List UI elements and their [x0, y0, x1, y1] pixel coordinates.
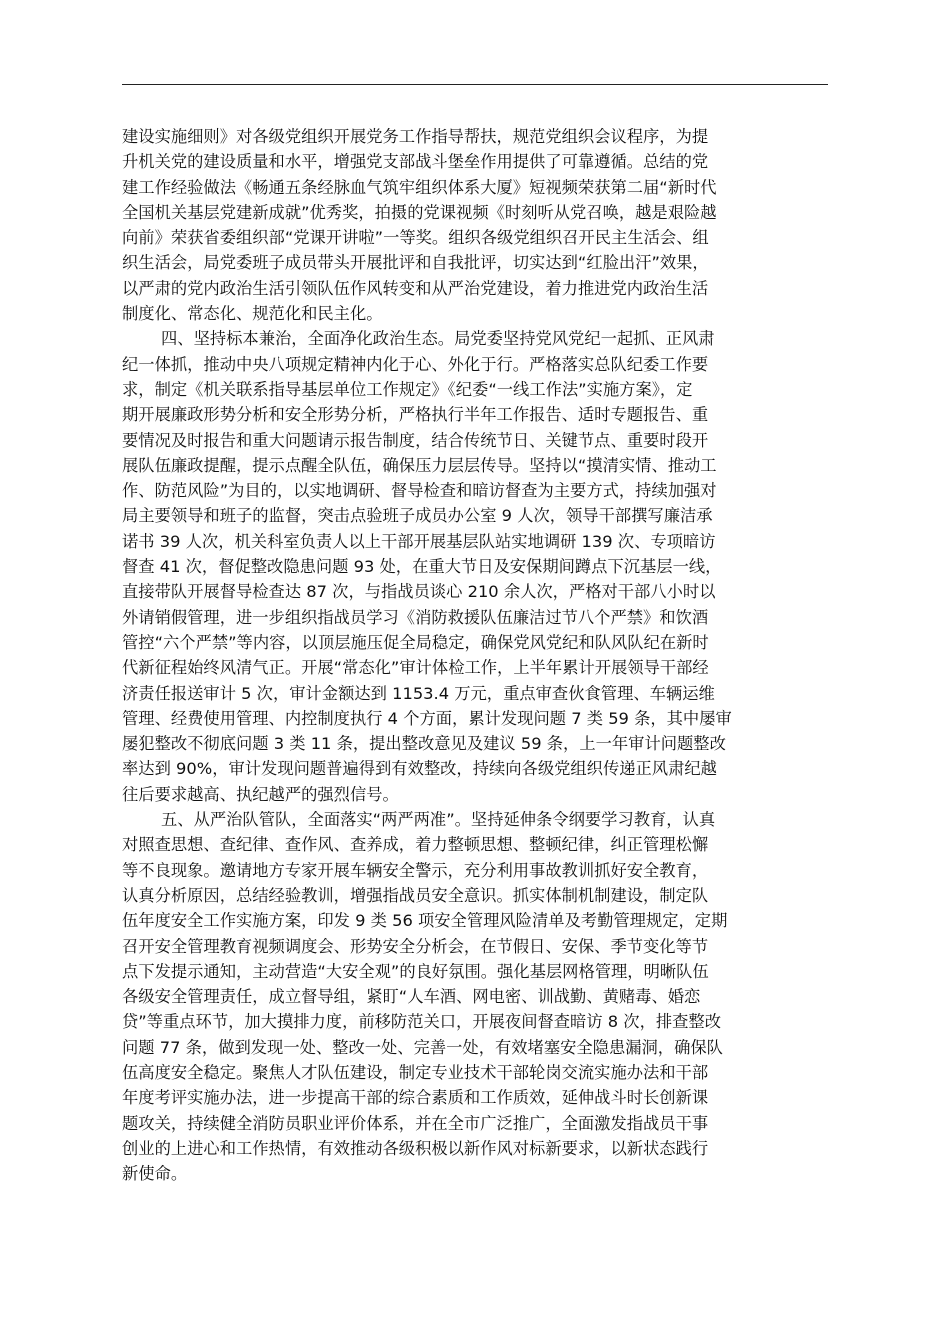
text-line: 认真分析原因，总结经验教训，增强指战员安全意识。抓实体制机制建设，制定队 [122, 885, 709, 905]
text-line: 求，制定《机关联系指导基层单位工作规定》《纪委“一线工作法”实施方案》，定 [122, 379, 693, 399]
text-line: 对照查思想、查纪律、查作风、查养成，着力整顿思想、整顿纪律，纠正管理松懈 [122, 835, 709, 855]
text-line: 贷”等重点环节，加大摸排力度，前移防范关口，开展夜间督查暗访 8 次，排查整改 [122, 1012, 721, 1032]
header-rule [122, 84, 828, 85]
text-line: 全国机关基层党建新成就”优秀奖，拍摄的党课视频《时刻听从党召唤，越是艰险越 [122, 202, 717, 222]
text-line: 往后要求越高、执纪越严的强烈信号。 [122, 784, 399, 804]
text-line: 问题 77 条，做到发现一处、整改一处、完善一处，有效堵塞安全隐患漏洞，确保队 [122, 1037, 723, 1057]
text-line: 新使命。 [122, 1164, 188, 1184]
text-line: 代新征程始终风清气正。开展“常态化”审计体检工作，上半年累计开展领导干部经 [122, 658, 709, 678]
text-line: 建工作经验做法《畅通五条经脉血气筑牢组织体系大厦》短视频荣获第二届“新时代 [122, 177, 717, 197]
document-body [122, 124, 832, 1186]
text-line: 升机关党的建设质量和水平，增强党支部战斗堡垒作用提供了可靠遵循。总结的党 [122, 152, 709, 172]
text-line: 济责任报送审计 5 次，审计金额达到 1153.4 万元，重点审查伙食管理、车辆运维 [122, 683, 715, 703]
text-line: 点下发提示通知，主动营造“大安全观”的良好氛围。强化基层网格管理，明晰队伍 [122, 961, 709, 981]
text-line: 创业的上进心和工作热情，有效推动各级积极以新作风对标新要求，以新状态践行 [122, 1138, 709, 1158]
text-line: 向前》荣获省委组织部“党课开讲啦”一等奖。组织各级党组织召开民主生活会、组 [122, 228, 709, 248]
text-line: 等不良现象。邀请地方专家开展车辆安全警示，充分利用事故教训抓好安全教育， [122, 860, 709, 880]
text-line: 伍高度安全稳定。聚焦人才队伍建设，制定专业技术干部轮岗交流实施办法和干部 [122, 1062, 709, 1082]
text-line: 题攻关，持续健全消防员职业评价体系，并在全市广泛推广，全面激发指战员干事 [122, 1113, 709, 1133]
text-line: 外请销假管理，进一步组织指战员学习《消防救援队伍廉洁过节八个严禁》和饮酒 [122, 607, 709, 627]
text-line: 诺书 39 人次，机关科室负责人以上干部开展基层队站实地调研 139 次、专项暗访 [122, 531, 716, 551]
text-line: 建设实施细则》对各级党组织开展党务工作指导帮扶，规范党组织会议程序，为提 [122, 127, 709, 146]
text-line: 督查 41 次，督促整改隐患问题 93 处，在重大节日及安保期间蹲点下沉基层一线， [122, 557, 722, 577]
text-line: 织生活会，局党委班子成员带头开展批评和自我批评，切实达到“红脸出汗”效果， [122, 253, 709, 273]
text-line: 管控“六个严禁”等内容，以顶层施压促全局稳定，确保党风党纪和队风队纪在新时 [122, 632, 709, 652]
text-line: 要情况及时报告和重大问题请示报告制度，结合传统节日、关键节点、重要时段开 [122, 430, 709, 450]
text-line: 作、防范风险”为目的，以实地调研、督导检查和暗访督查为主要方式，持续加强对 [122, 481, 717, 501]
text-line: 以严肃的党内政治生活引领队伍作风转变和从严治党建设，着力推进党内政治生活 [122, 278, 709, 298]
section-five-first-line: 五、从严治队管队，全面落实“两严两准”。坚持延伸条令纲要学习教育，认真 [161, 810, 716, 830]
text-line: 屡犯整改不彻底问题 3 类 11 条，提出整改意见及建议 59 条，上一年审计问题整改 [122, 734, 726, 754]
text-line: 管理、经费使用管理、内控制度执行 4 个方面，累计发现问题 7 类 59 条，其中屡审 [122, 708, 732, 728]
text-line: 纪一体抓，推动中央八项规定精神内化于心、外化于行。严格落实总队纪委工作要 [122, 354, 709, 374]
section-four-first-line: 四、坚持标本兼治，全面净化政治生态。局党委坚持党风党纪一起抓、正风肃 [161, 329, 715, 349]
text-line: 伍年度安全工作实施方案，印发 9 类 56 项安全管理风险清单及考勤管理规定，定期 [122, 911, 728, 931]
text-line: 局主要领导和班子的监督，突击点验班子成员办公室 9 人次，领导干部撰写廉洁承 [122, 506, 713, 526]
text-line: 各级安全管理责任，成立督导组，紧盯“人车酒、网电密、训战勤、黄赌毒、婚恋 [122, 987, 701, 1007]
text-line: 期开展廉政形势分析和安全形势分析，严格执行半年工作报告、适时专题报告、重 [122, 405, 709, 425]
text-line: 展队伍廉政提醒，提示点醒全队伍，确保压力层层传导。坚持以“摸清实情、推动工 [122, 455, 717, 475]
text-line: 召开安全管理教育视频调度会、形势安全分析会，在节假日、安保、季节变化等节 [122, 936, 709, 956]
text-line: 率达到 90%，审计发现问题普遍得到有效整改，持续向各级党组织传递正风肃纪越 [122, 759, 717, 779]
text-line: 制度化、常态化、规范化和民主化。 [122, 304, 383, 324]
text-line: 直接带队开展督导检查达 87 次，与指战员谈心 210 余人次，严格对干部八小时以 [122, 582, 716, 602]
text-line: 年度考评实施办法，进一步提高干部的综合素质和工作质效，延伸战斗时长创新课 [122, 1088, 709, 1108]
